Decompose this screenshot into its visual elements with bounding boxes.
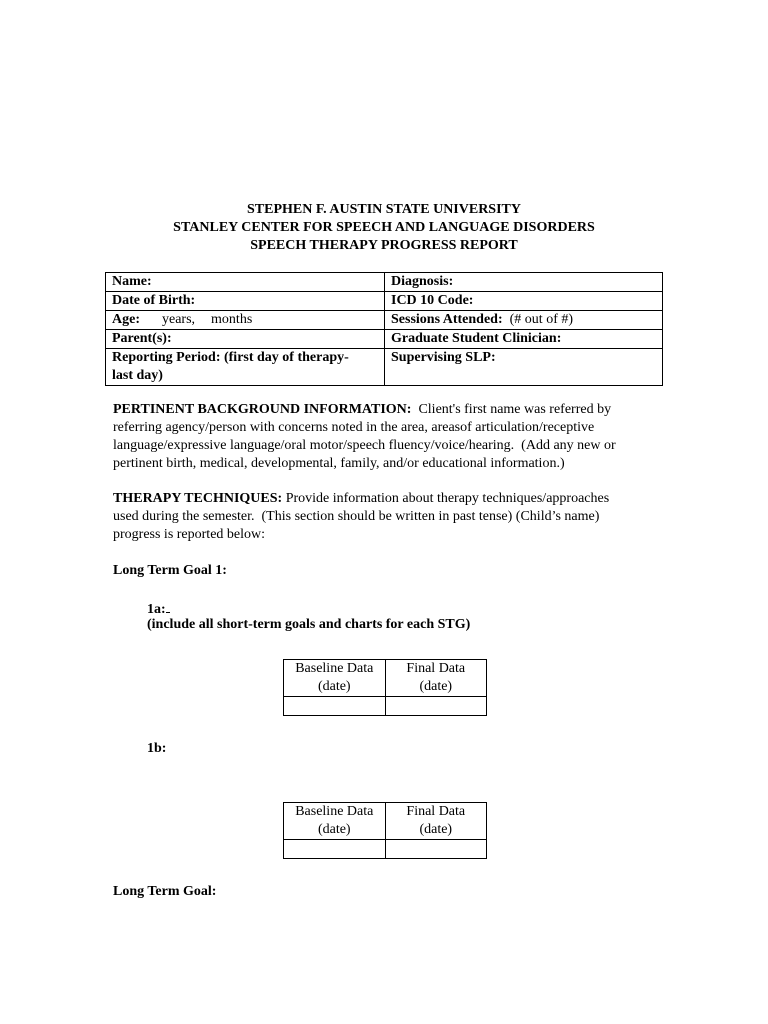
final-cell[interactable] — [385, 840, 486, 859]
table-row — [284, 697, 487, 716]
baseline-cell[interactable] — [284, 697, 386, 716]
reporting-period-line2: last day) — [112, 368, 163, 383]
long-term-goal: Long Term Goal: — [113, 884, 217, 899]
baseline-header: Baseline Data (date) — [284, 660, 386, 697]
techniques-text-line3: progress is reported below: — [113, 527, 266, 542]
final-header: Final Data (date) — [385, 660, 486, 697]
final-cell[interactable] — [385, 697, 486, 716]
age-years-label: years, — [162, 312, 196, 327]
report-header — [0, 201, 768, 255]
short-term-goal-1a: 1a: — [147, 598, 170, 619]
reporting-period-field[interactable] — [106, 349, 385, 386]
background-heading: PERTINENT BACKGROUND INFORMATION: — [113, 402, 412, 417]
table-row — [284, 803, 487, 840]
background-section — [113, 401, 658, 473]
parents-field[interactable]: Parent(s): — [106, 330, 385, 349]
table-row — [106, 330, 663, 349]
client-info-table — [105, 272, 663, 386]
age-label: Age: — [112, 312, 140, 327]
background-text-line4: pertinent birth, medical, developmental, family, and/or educational information.) — [113, 456, 565, 471]
diagnosis-field[interactable]: Diagnosis: — [385, 273, 663, 292]
clinician-field[interactable]: Graduate Student Clinician: — [385, 330, 663, 349]
final-header: Final Data (date) — [385, 803, 486, 840]
report-title: SPEECH THERAPY PROGRESS REPORT — [250, 238, 518, 253]
techniques-section — [113, 490, 658, 544]
name-field[interactable]: Name: — [106, 273, 385, 292]
table-row — [106, 292, 663, 311]
data-table-1a — [283, 659, 487, 716]
university-name: STEPHEN F. AUSTIN STATE UNIVERSITY — [247, 202, 521, 217]
icd-code-field[interactable]: ICD 10 Code: — [385, 292, 663, 311]
long-term-goal-1: Long Term Goal 1: — [113, 563, 227, 578]
table-row — [106, 311, 663, 330]
sessions-field[interactable] — [385, 311, 663, 330]
table-row — [284, 840, 487, 859]
reporting-period-line1: Reporting Period: (first day of therapy- — [112, 350, 349, 365]
data-table-1b — [283, 802, 487, 859]
sessions-label: Sessions Attended: — [391, 312, 503, 327]
age-months-label: months — [211, 312, 253, 327]
table-row — [106, 349, 663, 386]
techniques-text-line1: Provide information about therapy techniques/approaches — [282, 491, 610, 506]
short-term-goal-note: (include all short-term goals and charts for each STG) — [147, 617, 471, 632]
background-text-line2: referring agency/person with concerns noted in the area, areasof articulation/receptive — [113, 420, 595, 435]
dob-field[interactable]: Date of Birth: — [106, 292, 385, 311]
age-field[interactable] — [106, 311, 385, 330]
table-row — [106, 273, 663, 292]
center-name: STANLEY CENTER FOR SPEECH AND LANGUAGE DISORDERS — [173, 220, 595, 235]
baseline-header: Baseline Data (date) — [284, 803, 386, 840]
sessions-value: (# out of #) — [509, 312, 574, 327]
supervisor-field[interactable]: Supervising SLP: — [385, 349, 663, 386]
table-row — [284, 660, 487, 697]
background-text-line3: language/expressive language/oral motor/speech fluency/voice/hearing. (Add any new or — [113, 438, 616, 453]
background-text-line1: Client's first name was referred by — [411, 402, 612, 417]
techniques-heading: THERAPY TECHNIQUES: — [113, 491, 283, 506]
techniques-text-line2: used during the semester. (This section should be written in past tense) (Child’s name) — [113, 509, 600, 524]
short-term-goal-1b: 1b: — [147, 741, 167, 756]
baseline-cell[interactable] — [284, 840, 386, 859]
